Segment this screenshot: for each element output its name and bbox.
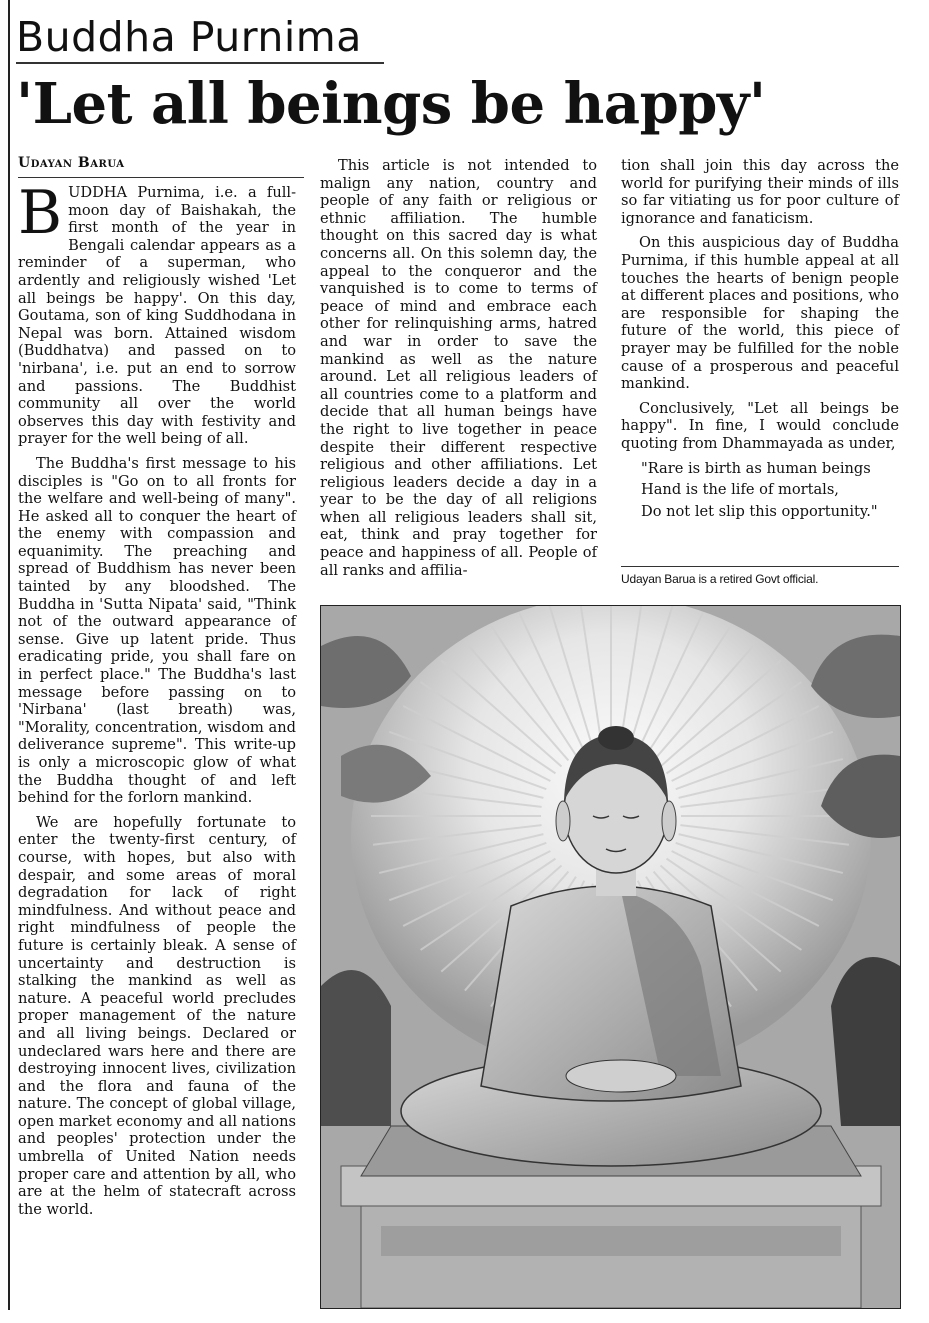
headline: 'Let all beings be happy' (16, 71, 766, 137)
paragraph-1-text: UDDHA Purnima, i.e. a full-moon day of Baishakah, the first month of the year in Bengali calendar appears as a reminder of a superman, who ardently and religiously wished 'Let all beings be happy'. On this day, Goutama, son of king Suddhodana in Nepal was born. Attained wisdom (Buddhatva) and passed on to 'nirbana', i.e. put an end to sorrow and passions. The Buddhist community all over the world observes this day with festivity and prayer for the well being of all. (18, 184, 296, 448)
byline: Udayan Barua (18, 155, 125, 171)
tree-right (831, 957, 900, 1126)
platform-panel (381, 1226, 841, 1256)
ear-right (662, 801, 676, 841)
drop-cap: B (18, 178, 63, 248)
column-2 (320, 157, 597, 586)
author-note: Udayan Barua is a retired Govt official. (621, 572, 819, 586)
hands (566, 1060, 676, 1092)
paragraph-7: Conclusively, "Let all beings be happy". In fine, I would conclude quoting from Dhammayada as under, (621, 399, 899, 452)
author-note-rule (621, 566, 899, 567)
tree-left (321, 970, 391, 1126)
quote-line-2: Hand is the life of mortals, (641, 481, 839, 499)
paragraph-1 (18, 178, 296, 448)
platform-base (361, 1206, 861, 1308)
column-3 (621, 157, 899, 524)
kicker-underline (16, 62, 384, 64)
buddha-drawing (321, 606, 900, 1308)
dhammayada-quote (641, 460, 899, 521)
kicker-title: Buddha Purnima (16, 13, 362, 61)
ear-left (556, 801, 570, 841)
quote-line-3: Do not let slip this opportunity." (641, 502, 878, 520)
ushnisha (598, 726, 634, 750)
page-border-left (8, 0, 10, 1310)
quote-line-1: "Rare is birth as human beings (641, 459, 871, 477)
column-1 (18, 178, 296, 1225)
paragraph-4: This article is not intended to malign any nation, country and people of any faith or religious or ethnic affiliation. The humble thought on this sacred day is what concerns all. On this solemn day, the appeal to the conqueror and the vanquished is to come to terms of peace of mind and embrace each other for relinquishing arms, hatred and war in order to save the mankind as well as the nature around. Let all religious leaders of all countries come to a platform and decide that all human beings have the right to live together in peace despite their different respective religious and other affiliations. Let religious leaders decide a day in a year to be the day of all religions when all religious leaders shall sit, eat, think and pray together for peace and happiness of all. People of all ranks and affilia- (320, 157, 597, 579)
paragraph-3: We are hopefully fortunate to enter the twenty-first century, of course, with hopes, but also with despair, and some areas of moral degradation for lack of right mindfulness. And without peace and right mindfulness of people the future is certainly bleak. A sense of uncertainty and destruction is stalking the mankind as well as nature. A peaceful world precludes proper management of the nature and all living beings. Declared or undeclared wars here and there are destroying innocent lives, civilization and the flora and fauna of the nature. The concept of global village, open market economy and all nations and peoples' protection under the umbrella of United Nation needs proper care and attention by all, who are at the helm of statecraft across the world. (18, 813, 296, 1218)
paragraph-6: On this auspicious day of Buddha Purnima, if this humble appeal at all touches the hearts of benign people at different places and positions, who are responsible for shaping the future of the world, this piece of prayer may be fulfilled for the noble cause of a prosperous and peaceful mankind. (621, 234, 899, 393)
paragraph-5: tion shall join this day across the world for purifying their minds of ills so far vitiating us for poor culture of ignorance and fanaticism. (621, 157, 899, 227)
paragraph-2: The Buddha's first message to his disciples is "Go on to all fronts for the welfare and well-being of many". He asked all to conquer the heart of the enemy with compassion and equanimity. The preaching and spread of Buddhism has never been tainted by any bloodshed. The Buddha in 'Sutta Nipata' said, "Think not of the outward appearance of sense. Give up latent pride. Thus eradicating pride, you shall fare on in perfect place." The Buddha's last message before passing on to 'Nirbana' (last breath) was, "Morality, concentration, wisdom and deliverance supreme". This write-up is only a microscopic glow of what the Buddha thought of and left behind for the forlorn mankind. (18, 454, 296, 807)
buddha-illustration (320, 605, 901, 1309)
